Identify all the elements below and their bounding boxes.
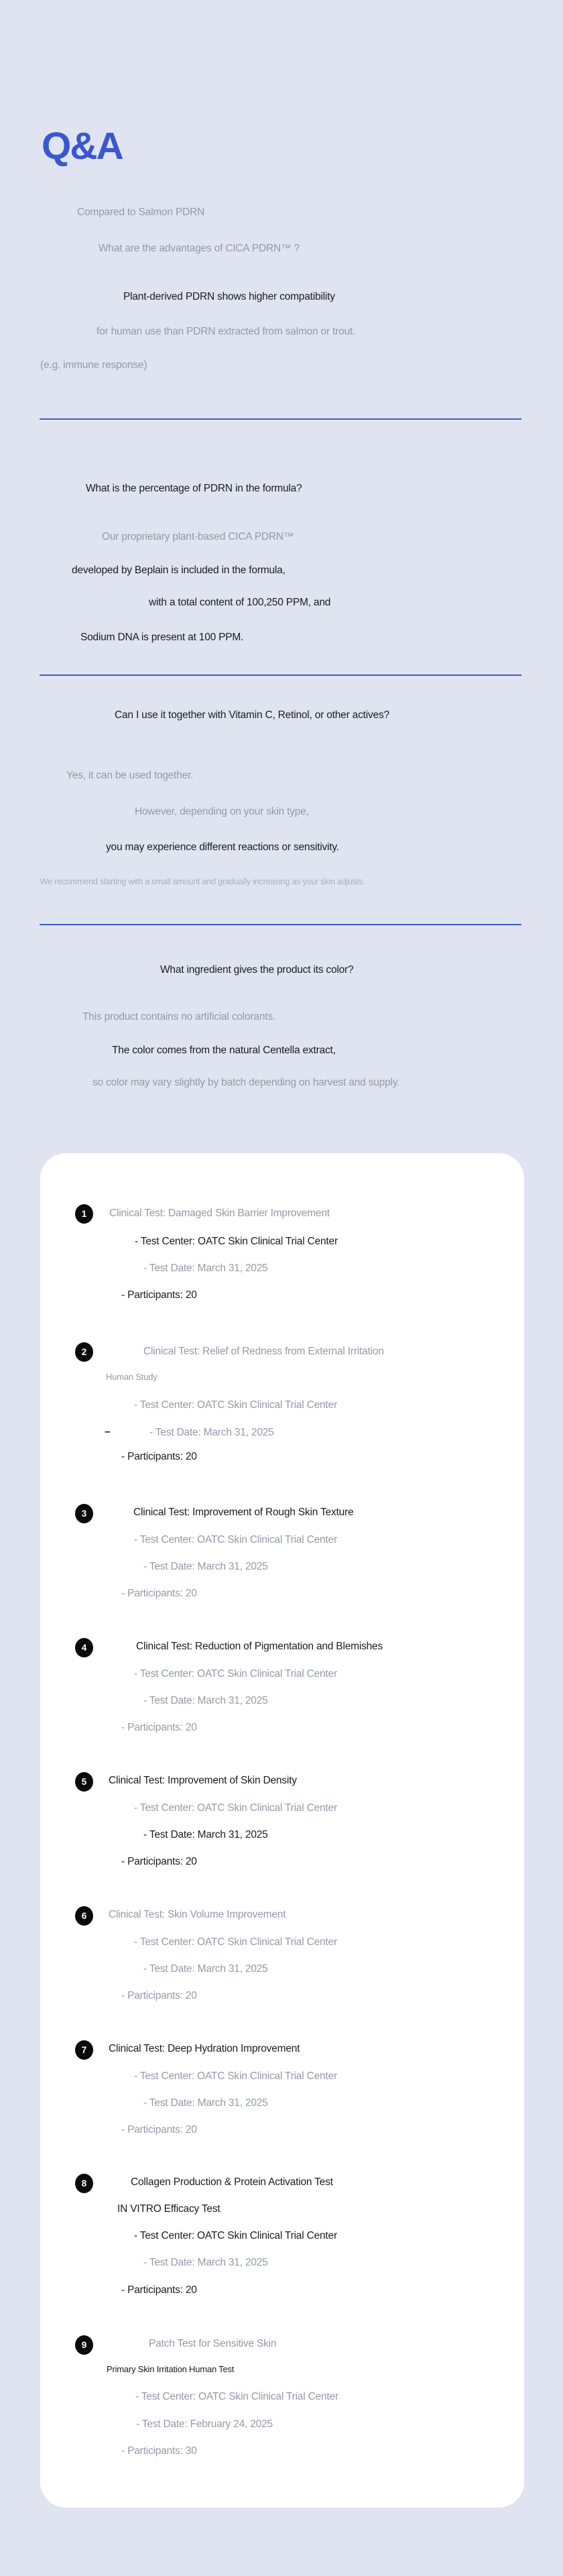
test-item-title: Clinical Test: Improvement of Skin Density <box>109 1775 297 1786</box>
test-date-line: - Test Date: March 31, 2025 <box>143 2257 268 2268</box>
test-item-badge: 9 <box>75 2335 93 2355</box>
test-item-badge: 3 <box>75 1504 93 1523</box>
participants-line: - Participants: 20 <box>121 1588 197 1599</box>
test-center-line: - Test Center: OATC Skin Clinical Trial Center <box>134 1668 337 1680</box>
participants-line: - Participants: 20 <box>121 1289 197 1301</box>
test-center-line: - Test Center: OATC Skin Clinical Trial Center <box>134 1936 337 1948</box>
test-item-badge: 4 <box>75 1638 93 1657</box>
test-item-title: Patch Test for Sensitive Skin <box>149 2338 277 2349</box>
test-center-line: - Test Center: OATC Skin Clinical Trial Center <box>134 1802 337 1814</box>
page-title: Q&A <box>42 125 123 168</box>
test-item-subtitle: IN VITRO Efficacy Test <box>117 2203 221 2215</box>
test-center-line: - Test Center: OATC Skin Clinical Trial Center <box>134 1399 337 1411</box>
test-date-line: - Test Date: March 31, 2025 <box>143 1963 268 1975</box>
question-line: Compared to Salmon PDRN <box>77 207 205 218</box>
answer-line: with a total content of 100,250 PPM, and <box>149 597 331 608</box>
test-date-line: - Test Date: March 31, 2025 <box>143 2097 268 2109</box>
question-line: Can I use it together with Vitamin C, Retinol, or other actives? <box>115 709 389 721</box>
test-date-line: - Test Date: March 31, 2025 <box>143 1561 268 1572</box>
test-date-line: - Test Date: March 31, 2025 <box>143 1829 268 1840</box>
test-item-badge: 1 <box>75 1204 93 1224</box>
participants-line: - Participants: 20 <box>121 1856 197 1867</box>
test-item-badge: 2 <box>75 1342 93 1362</box>
test-item-title: Clinical Test: Relief of Redness from External Irritation <box>143 1346 384 1357</box>
answer-line: Yes, it can be used together. <box>66 770 194 781</box>
test-date-line: - Test Date: March 31, 2025 <box>143 1263 268 1274</box>
test-center-line: - Test Center: OATC Skin Clinical Trial Center <box>134 2070 337 2082</box>
note-line: We recommend starting with a small amount and gradually increasing as your skin adjusts. <box>40 877 365 886</box>
participants-line: - Participants: 20 <box>121 1451 197 1462</box>
test-item-title: Clinical Test: Skin Volume Improvement <box>109 1909 286 1920</box>
test-item-subtitle: Primary Skin Irritation Human Test <box>107 2364 235 2374</box>
section-divider <box>40 924 521 925</box>
test-item-title: Clinical Test: Damaged Skin Barrier Improvement <box>109 1208 330 1219</box>
answer-line: (e.g. immune response) <box>40 359 147 371</box>
participants-line: - Participants: 30 <box>121 2445 197 2457</box>
section-divider <box>40 675 521 676</box>
answer-line: you may experience different reactions or sensitivity. <box>106 841 339 853</box>
test-date-line: - Test Date: February 24, 2025 <box>136 2418 273 2430</box>
question-line: What are the advantages of CICA PDRN™ ? <box>99 243 300 254</box>
answer-line: However, depending on your skin type, <box>135 806 309 817</box>
question-line: What ingredient gives the product its color? <box>160 964 354 976</box>
test-item-title: Clinical Test: Improvement of Rough Skin Texture <box>133 1507 354 1518</box>
test-date-line: - Test Date: March 31, 2025 <box>143 1695 268 1706</box>
test-center-line: - Test Center: OATC Skin Clinical Trial Center <box>134 1534 337 1545</box>
answer-line: Sodium DNA is present at 100 PPM. <box>80 632 244 643</box>
test-item-subtitle: Human Study <box>106 1372 158 1382</box>
test-center-line: - Test Center: OATC Skin Clinical Trial Center <box>135 2391 338 2402</box>
dash-mark: – <box>105 1426 111 1438</box>
participants-line: - Participants: 20 <box>121 2124 197 2135</box>
question-line: What is the percentage of PDRN in the formula? <box>86 483 302 494</box>
test-date-line: - Test Date: March 31, 2025 <box>149 1427 274 1438</box>
answer-line: for human use than PDRN extracted from salmon or trout. <box>97 326 356 337</box>
answer-line: developed by Beplain is included in the formula, <box>72 565 286 576</box>
test-item-title: Clinical Test: Reduction of Pigmentation and Blemishes <box>136 1641 383 1652</box>
participants-line: - Participants: 20 <box>121 1722 197 1733</box>
answer-line: so color may vary slightly by batch depending on harvest and supply. <box>92 1077 400 1088</box>
answer-line: The color comes from the natural Centella extract, <box>112 1045 336 1056</box>
participants-line: - Participants: 20 <box>121 2284 197 2296</box>
test-item-badge: 7 <box>75 2040 93 2060</box>
answer-line: Our proprietary plant-based CICA PDRN™ <box>102 531 294 542</box>
test-item-badge: 5 <box>75 1772 93 1792</box>
answer-line: Plant-derived PDRN shows higher compatibility <box>123 291 335 302</box>
section-divider <box>40 418 521 420</box>
test-item-title: Clinical Test: Deep Hydration Improvement <box>109 2043 300 2054</box>
test-item-badge: 8 <box>75 2174 93 2193</box>
answer-line: This product contains no artificial colorants. <box>82 1011 276 1022</box>
participants-line: - Participants: 20 <box>121 1990 197 2001</box>
test-center-line: - Test Center: OATC Skin Clinical Trial Center <box>134 2230 337 2241</box>
test-item-badge: 6 <box>75 1906 93 1926</box>
test-item-title: Collagen Production & Protein Activation Test <box>131 2176 333 2188</box>
test-center-line: - Test Center: OATC Skin Clinical Trial Center <box>135 1236 338 1247</box>
